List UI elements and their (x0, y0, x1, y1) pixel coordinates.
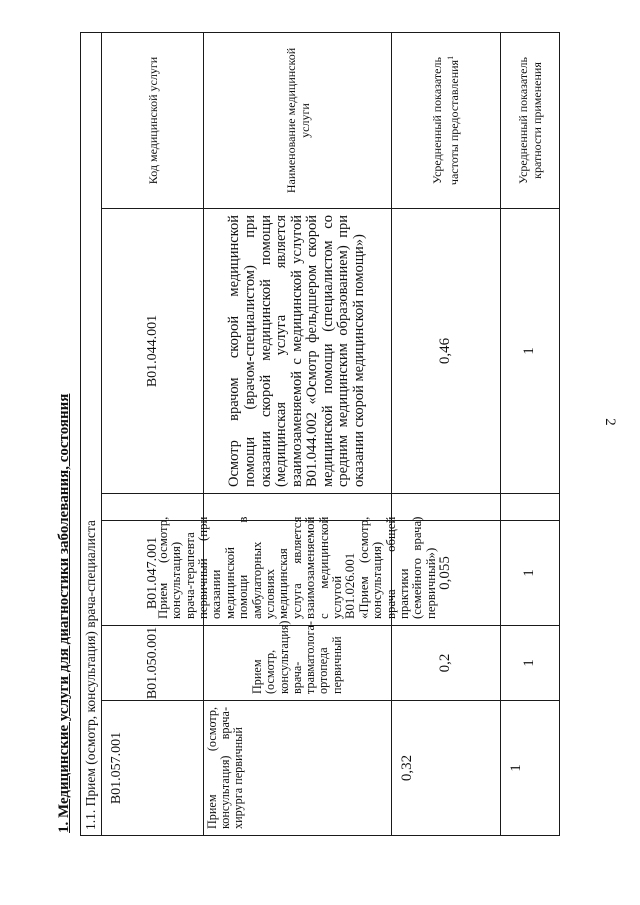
row-1-name: Осмотр врачом скорой медицинской помощи (врачом-специалистом) при оказании скорой медицинской помощи (медицинская услуга является взаимозаменяемой с медицинской услугой B01.044.002 «Осмотр фельдшером скорой медицинской помощи (специалистом со средним медицинским образованием) при оказании скорой медицинской помощи») (226, 215, 368, 487)
row-2-name: Прием (осмотр, консультация) врача-терапевта первичный (при оказании медицинской помощи в амбулаторных условиях медицинская услуга является взаимозаменяемой с медицинской услугой B01.026.001 «Прием (осмотр, консультация) врача общей практики (семейного врача) первичный») (155, 516, 438, 619)
row-4-name: Прием (осмотр, консультация) врача-хирурга первичный (205, 707, 246, 829)
row-4-multiplicity: 1 (508, 764, 524, 772)
table-border-bottom (559, 32, 560, 836)
row-4-frequency: 0,32 (399, 754, 415, 782)
header-code: Код медицинской услуги (145, 56, 160, 185)
services-table (80, 32, 560, 836)
subsection-text: 1.1. Прием (осмотр, консультация) врача-специалиста (83, 520, 98, 830)
header-frequency: Усредненный показатель частоты предоставления$^1$ (430, 55, 461, 186)
row-3-multiplicity: 1 (521, 659, 537, 667)
row-1-frequency: 0,46 (437, 337, 453, 365)
row-3-name: Прием (осмотр, консультация) врача-травматолога-ортопеда первичный (250, 620, 344, 694)
section-title: 1. Медицинские услуги для диагностики заболевания, состояния (56, 393, 72, 833)
row-2-code: B01.047.001 (144, 536, 160, 610)
page-number: 2 (602, 418, 618, 426)
row-1-code: B01.044.001 (144, 314, 160, 388)
subsection-title (80, 32, 102, 836)
row-3-code: B01.050.001 (144, 626, 160, 700)
row-4-code: B01.057.001 (109, 731, 124, 805)
row-2-frequency: 0,055 (437, 556, 453, 590)
row-3-frequency: 0,2 (437, 653, 453, 673)
row-2-multiplicity: 1 (521, 569, 537, 577)
header-multiplicity: Усредненный показатель кратности применения (515, 57, 544, 184)
header-name: Наименование медицинской услуги (283, 47, 312, 194)
table-border-left (80, 835, 560, 836)
row-1-multiplicity: 1 (521, 347, 537, 355)
table-rule (101, 493, 560, 494)
